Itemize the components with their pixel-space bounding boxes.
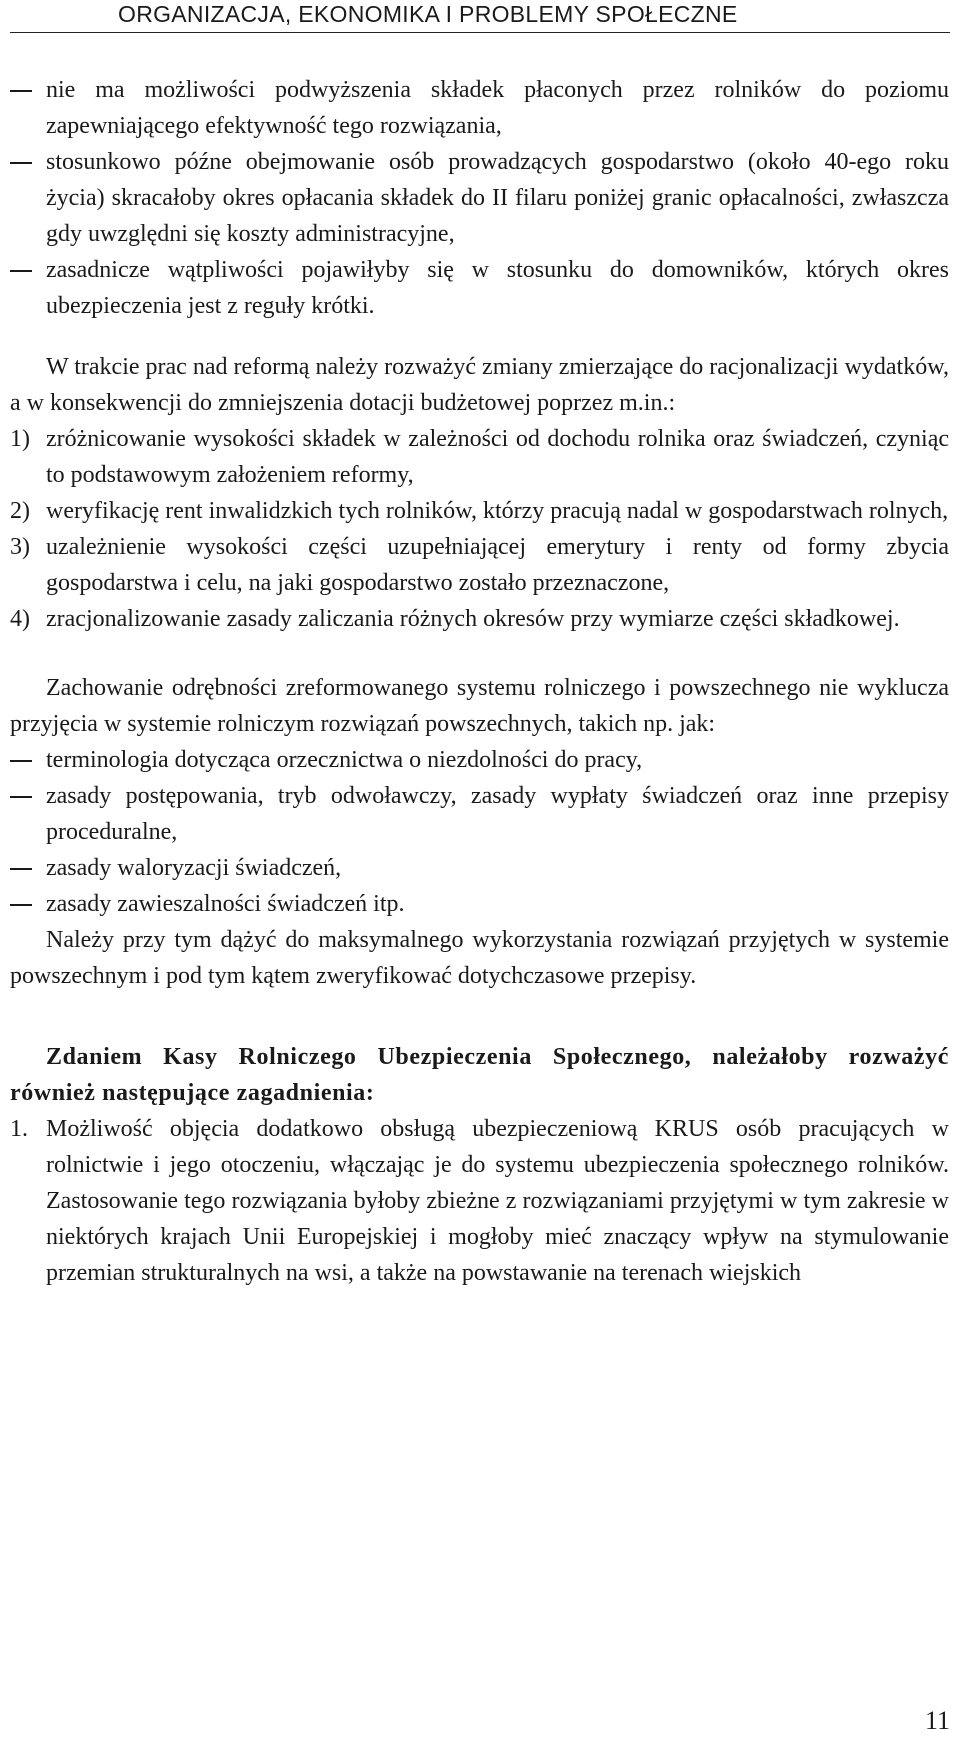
list-item: 1) zróżnicowanie wysokości składek w zależności od dochodu rolnika oraz świadczeń, czyniąc to podstawowym założeniem reformy, — [10, 426, 949, 488]
document-body — [10, 72, 949, 1291]
list-item: zasadnicze wątpliwości pojawiłyby się w stosunku do domowników, których okres ubezpieczenia jest z reguły krótki. — [46, 257, 949, 319]
list-item: zasady waloryzacji świadczeń, — [46, 855, 342, 881]
numbered-list-1 — [10, 421, 949, 637]
list-item: 4) zracjonalizowanie zasady zaliczania różnych okresów przy wymiarze części składkowej. — [10, 606, 900, 632]
numbered-list-2 — [10, 1111, 949, 1291]
header-title: ORGANIZACJA, EKONOMIKA I PROBLEMY SPOŁECZNE — [118, 1, 738, 27]
paragraph: Zachowanie odrębności zreformowanego systemu rolniczego i powszechnego nie wyklucza przyjęcia w systemie rolniczym rozwiązań powszechnych, takich np. jak: — [10, 675, 949, 737]
list-item: zasady postępowania, tryb odwoławczy, zasady wypłaty świadczeń oraz inne przepisy proceduralne, — [46, 783, 949, 845]
list-item: terminologia dotycząca orzecznictwa o niezdolności do pracy, — [46, 747, 643, 773]
page-number: 11 — [924, 1706, 950, 1735]
list-item: 1. Możliwość objęcia dodatkowo obsługą ubezpieczeniową KRUS osób pracujących w rolnictwie i jego otoczeniu, włączając je do systemu ubezpieczenia społecznego rolników. Zastosowanie tego rozwiązania byłoby zbieżne z rozwiązaniami przyjętymi w tym zakresie w niektórych krajach Unii Europejskiej i mogłoby mieć znaczący wpływ na stymulowanie przemian strukturalnych na wsi, a także na powstawanie na terenach wiejskich — [10, 1116, 949, 1286]
bold-heading: Zdaniem Kasy Rolniczego Ubezpieczenia Społecznego, należałoby rozważyć również następujące zagadnienia: — [10, 1044, 949, 1106]
paragraph: W trakcie prac nad reformą należy rozważyć zmiany zmierzające do racjonalizacji wydatków, a w konsekwencji do zmniejszenia dotacji budżetowej poprzez m.in.: — [10, 354, 949, 416]
list-item: nie ma możliwości podwyższenia składek płaconych przez rolników do poziomu zapewniającego efektywność tego rozwiązania, — [46, 77, 949, 139]
dash-list-2 — [10, 742, 949, 922]
list-item: stosunkowo późne obejmowanie osób prowadzących gospodarstwo (około 40-ego roku życia) skracałoby okres opłacania składek do II filaru poniżej granic opłacalności, zwłaszcza gdy uwzględni się koszty administracyjne, — [46, 149, 949, 247]
paragraph: Należy przy tym dążyć do maksymalnego wykorzystania rozwiązań przyjętych w systemie powszechnym i pod tym kątem zweryfikować dotychczasowe przepisy. — [10, 927, 949, 989]
dash-list-1 — [10, 72, 949, 324]
list-item: 3) uzależnienie wysokości części uzupełniającej emerytury i renty od formy zbycia gospodarstwa i celu, na jaki gospodarstwo zostało przeznaczone, — [10, 534, 949, 596]
list-item: zasady zawieszalności świadczeń itp. — [46, 891, 405, 917]
running-header — [10, 0, 950, 33]
list-item: 2) weryfikację rent inwalidzkich tych rolników, którzy pracują nadal w gospodarstwach rolnych, — [10, 498, 949, 524]
